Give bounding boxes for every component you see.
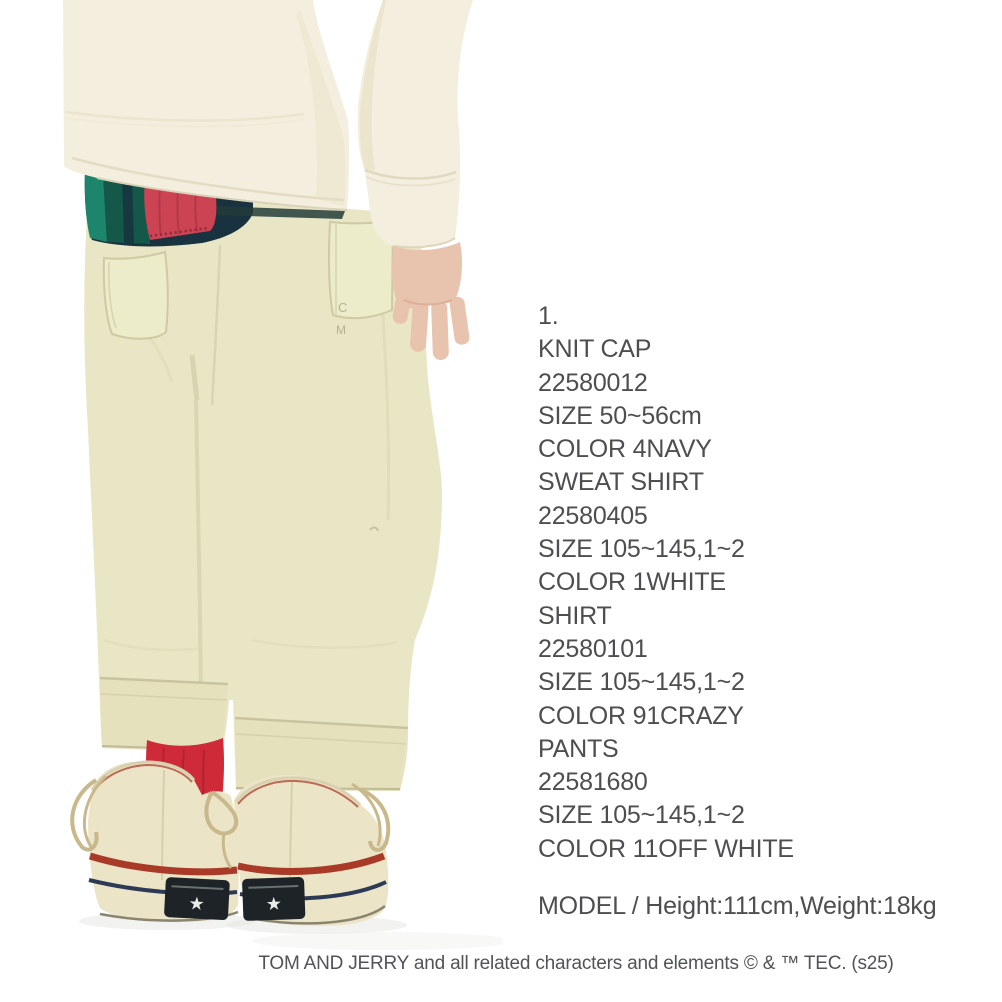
sweatshirt-sleeve: [358, 0, 473, 247]
item-size: SIZE 50~56cm: [538, 401, 702, 430]
item-name: SHIRT: [538, 601, 612, 630]
item-code: 22581680: [538, 768, 648, 797]
sweatshirt-body: [63, 0, 349, 210]
item-size: SIZE 105~145,1~2: [538, 801, 745, 830]
svg-text:M: M: [336, 323, 346, 337]
star-icon: ★: [188, 893, 206, 916]
item-color: COLOR 4NAVY: [538, 435, 712, 464]
product-info-block: [538, 300, 978, 923]
model-photo-illustration: [52, 0, 502, 950]
model-photo: [52, 0, 502, 950]
item-size: SIZE 105~145,1~2: [538, 668, 745, 697]
model-spec: MODEL / Height:111cm,Weight:18kg: [538, 892, 937, 921]
item-color: COLOR 1WHITE: [538, 568, 726, 597]
left-back-pocket: [104, 252, 168, 339]
item-code: 22580101: [538, 634, 648, 663]
right-sneaker: [234, 775, 388, 926]
item-name: PANTS: [538, 734, 619, 763]
copyright-line: TOM AND JERRY and all related characters and elements © & ™ TEC. (s25): [258, 953, 894, 974]
svg-text:C: C: [338, 300, 348, 315]
item-color: COLOR 11OFF WHITE: [538, 834, 794, 863]
item-color: COLOR 91CRAZY: [538, 701, 744, 730]
look-index: 1.: [538, 302, 559, 330]
item-size: SIZE 105~145,1~2: [538, 535, 745, 564]
item-name: SWEAT SHIRT: [538, 468, 704, 497]
item-code: 22580405: [538, 501, 648, 530]
item-name: KNIT CAP: [538, 335, 652, 364]
star-icon: ★: [265, 893, 283, 916]
item-code: 22580012: [538, 368, 648, 397]
